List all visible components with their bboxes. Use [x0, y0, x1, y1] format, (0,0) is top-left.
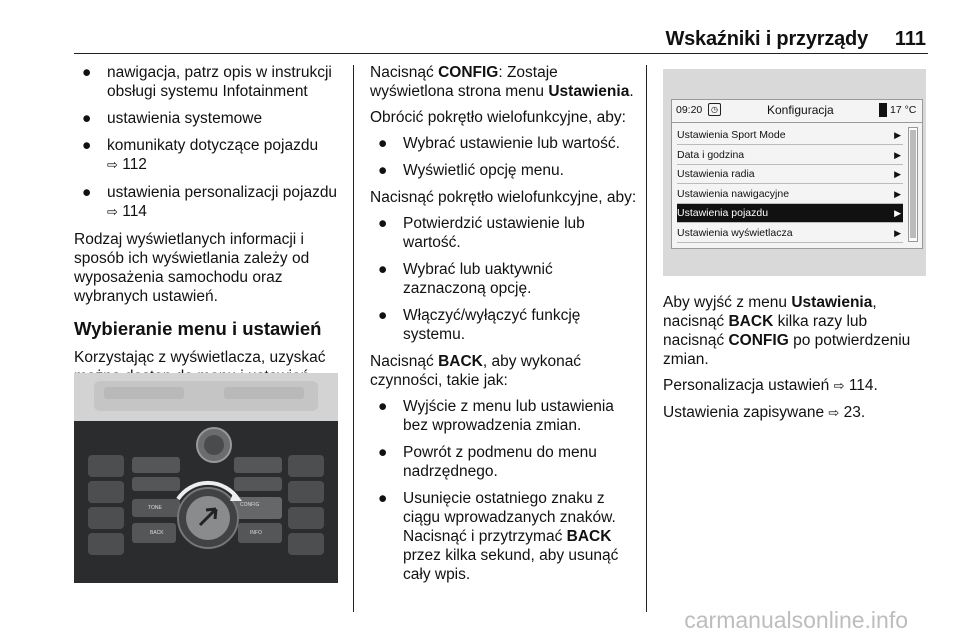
lcd-menu-item[interactable] [677, 204, 903, 223]
lcd-title: Konfiguracja [767, 103, 834, 117]
text: po potwierdzeniu zmian. [663, 332, 911, 368]
bullet-item: ● Wybrać lub uaktywnić zaznaczoną opcję. [378, 261, 553, 297]
column-1 [74, 63, 346, 393]
tone-label: TONE [148, 505, 162, 511]
lcd-menu-item-label: Ustawienia radia [677, 168, 755, 180]
text: kilka razy lub nacisnąć [663, 313, 868, 349]
paragraph: Rodzaj wyświetlanych informacji i sposób ich wyświetlania zależy od wyposażenia samochodu oraz wybranych ustawień. [74, 231, 310, 305]
paragraph [370, 352, 638, 390]
lcd-menu-item-label: Ustawienia wyświetlacza [677, 226, 793, 239]
paragraph: Obrócić pokrętło wielofunkcyjne, aby: [370, 109, 626, 126]
chevron-right-icon: ▶ [894, 227, 901, 238]
bullet-text: ustawienia systemowe [107, 110, 263, 127]
scrollbar-thumb[interactable] [910, 130, 916, 238]
lcd-display [671, 99, 923, 249]
bold-term: CONFIG [728, 332, 789, 349]
page-ref: 112 [122, 156, 147, 173]
column-3 [663, 293, 931, 430]
back-label: BACK [150, 530, 164, 536]
page-number: 111 [894, 28, 926, 50]
bullet-item: ● nawigacja, patrz opis w instrukcji obsługi systemu Infotainment [82, 64, 332, 100]
bullet-item: ● komunikaty dotyczące pojazdu ⇨ 112 [82, 137, 319, 173]
bold-term: CONFIG [438, 64, 499, 81]
text: Ustawienia zapisywane [663, 404, 825, 421]
bullet-item: ● Wyświetlić opcję menu. [378, 162, 564, 179]
paragraph [370, 63, 638, 101]
lcd-menu-item[interactable] [677, 126, 903, 145]
bullet-text: Powrót z podmenu do menu nadrzędnego. [403, 444, 597, 480]
paragraph: Korzystając z wyświetlacza, uzyskać [74, 349, 326, 366]
bullet-text: Wyświetlić opcję menu. [403, 162, 564, 179]
lcd-time: 09:20 [676, 104, 703, 116]
page-ref: 114 [122, 203, 147, 220]
header-title: Wskaźniki i przyrządy [665, 28, 868, 50]
text: : Zostaje wyświetlona strona menu [370, 64, 558, 100]
lcd-menu-item-label: Ustawienia Sport Mode [677, 129, 786, 141]
page-ref: 114. [848, 377, 878, 394]
bullet-item: ● Wybrać ustawienie lub wartość. [378, 135, 620, 152]
bullet-text: ustawienia personalizacji pojazdu [107, 184, 338, 201]
bullet-text: Wyjście z menu lub ustawienia bez wprowadzenia zmian. [403, 398, 614, 434]
chevron-right-icon: ▶ [894, 188, 901, 199]
bold-term: BACK [728, 313, 774, 330]
paragraph [663, 403, 931, 423]
bullet-text: Usunięcie ostatniego znaku z ciągu wprowadzanych znaków. Nacisnąć i przytrzymać [403, 490, 616, 545]
page-ref-arrow-icon: ⇨ [107, 205, 118, 220]
bullet-item: ● Usunięcie ostatniego znaku z ciągu wprowadzanych znaków. Nacisnąć i przytrzymać BACK przez kilka sekund, aby usunąć cały wpis. [378, 490, 619, 583]
bold-term: Ustawienia [791, 294, 873, 311]
info-label: INFO [250, 530, 262, 536]
text: Nacisnąć [370, 353, 439, 370]
lcd-temp: 17 °C [890, 104, 917, 116]
bullet-item: ● Powrót z podmenu do menu nadrzędnego. [378, 444, 597, 480]
lcd-menu-item[interactable] [677, 224, 903, 243]
clock-icon: ◷ [708, 103, 721, 116]
control-panel-illustration [74, 373, 338, 583]
bold-term: Ustawienia [548, 83, 630, 100]
lcd-menu-item-label: Ustawienia nawigacyjne [677, 187, 790, 200]
bullet-text: Wybrać lub uaktywnić zaznaczoną opcję. [403, 261, 553, 297]
lcd-menu-item[interactable] [677, 146, 903, 165]
control-panel-photo [74, 373, 338, 583]
text: Nacisnąć [370, 64, 439, 81]
page-ref-arrow-icon: ⇨ [833, 379, 845, 394]
text: . [629, 83, 634, 100]
column-divider-1 [353, 65, 354, 612]
bullet-item: ● Wyjście z menu lub ustawienia bez wprowadzenia zmian. [378, 398, 614, 434]
display-screenshot [663, 69, 926, 276]
watermark-footer: carmanualsonline.info [684, 607, 908, 633]
header-rule [74, 53, 928, 54]
chevron-right-icon: ▶ [894, 130, 901, 140]
text: , aby wykonać czynności, takie jak: [370, 353, 582, 389]
section-heading: Wybieranie menu i ustawień [74, 318, 322, 339]
page-ref: 23. [843, 404, 866, 421]
chevron-right-icon: ▶ [894, 149, 901, 160]
paragraph: Nacisnąć pokrętło wielofunkcyjne, aby: [370, 189, 637, 206]
chevron-right-icon: ▶ [894, 208, 901, 218]
lcd-menu-item[interactable] [677, 185, 903, 204]
bullet-text: komunikaty dotyczące pojazdu [107, 137, 319, 154]
page-ref-arrow-icon: ⇨ [828, 406, 840, 421]
bold-term: BACK [566, 528, 612, 545]
bullet-item: ● Potwierdzić ustawienie lub wartość. [378, 215, 585, 251]
bullet-text: Włączyć/wyłączyć funkcję systemu. [403, 307, 581, 343]
bullet-item: ● ustawienia systemowe [82, 110, 263, 127]
lcd-menu-item-label: Ustawienia pojazdu [677, 207, 769, 219]
text: Aby wyjść z menu [663, 294, 792, 311]
bullet-text: Wybrać ustawienie lub wartość. [403, 135, 620, 152]
bullet-item: ● ustawienia personalizacji pojazdu ⇨ 114 [82, 184, 338, 220]
column-2 [370, 63, 638, 592]
config-label: CONFIG [240, 502, 260, 508]
bullet-text: przez kilka sekund, aby usunąć cały wpis. [403, 547, 619, 583]
bullet-text: nawigacja, patrz opis w instrukcji obsługi systemu Infotainment [107, 64, 332, 100]
lcd-menu-item[interactable] [677, 165, 903, 184]
paragraph [663, 376, 931, 396]
thermometer-icon [879, 103, 887, 117]
page-ref-arrow-icon: ⇨ [107, 158, 118, 173]
paragraph [663, 293, 931, 369]
column-divider-2 [646, 65, 647, 612]
lcd-menu-item-label: Data i godzina [677, 148, 745, 161]
bullet-item: ● Włączyć/wyłączyć funkcję systemu. [378, 307, 581, 343]
bold-term: BACK [438, 353, 483, 370]
bullet-text: Potwierdzić ustawienie lub wartość. [403, 215, 585, 251]
scrollbar[interactable] [908, 127, 918, 242]
lcd-status-bar [672, 100, 922, 123]
text: , nacisnąć [663, 294, 877, 330]
chevron-right-icon: ▶ [894, 169, 901, 179]
text: Personalizacja ustawień [663, 377, 830, 394]
